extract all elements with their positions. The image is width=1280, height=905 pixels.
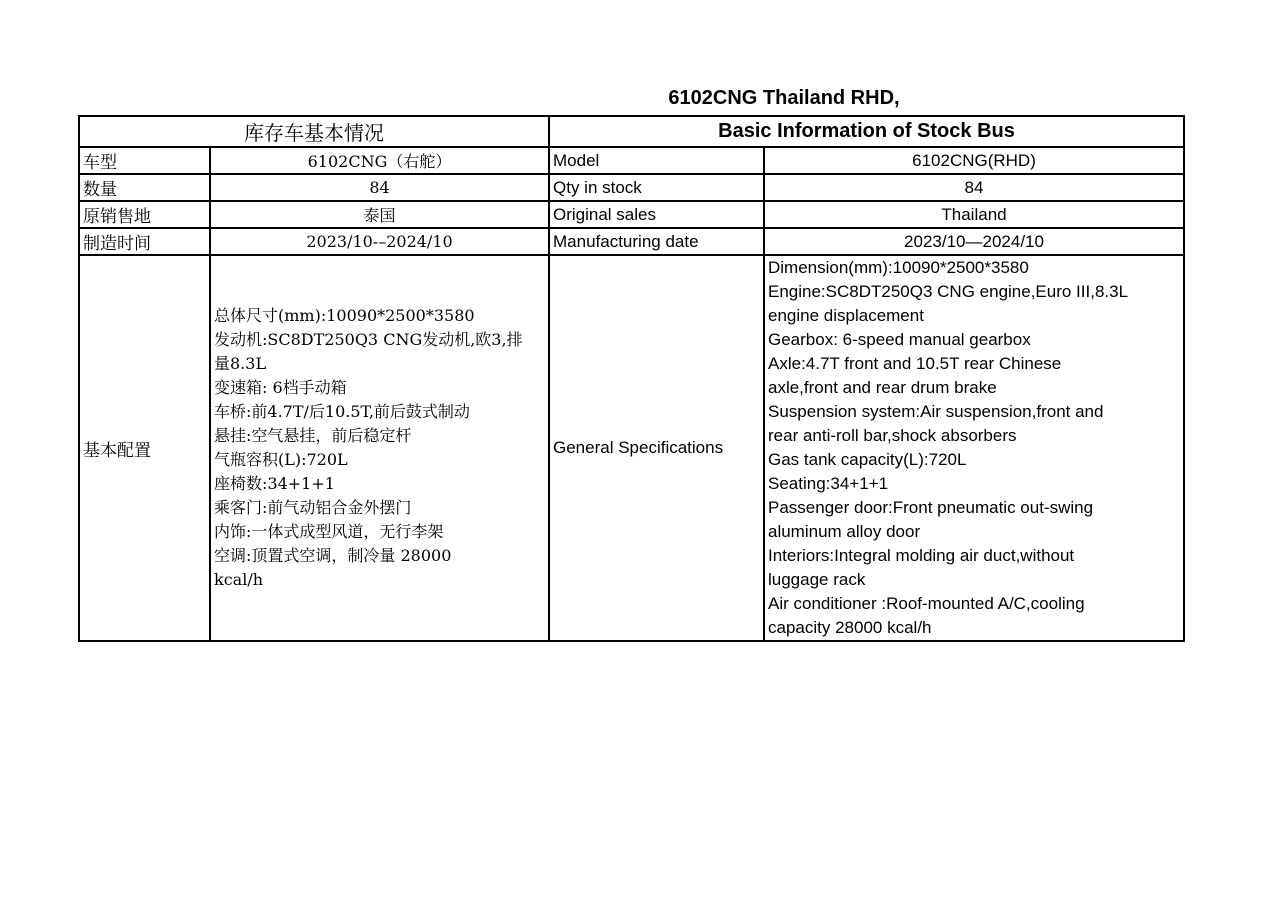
table-row-quantity <box>79 174 1184 201</box>
spec-line-en: Dimension(mm):10090*2500*3580 <box>768 258 1029 277</box>
spec-line-cn: 量8.3L <box>214 354 267 373</box>
label-cn: 原销售地 <box>79 201 210 228</box>
table-row-model <box>79 147 1184 174</box>
label-en: Manufacturing date <box>549 228 764 255</box>
value-en: 84 <box>764 174 1184 201</box>
table-row-original-sales <box>79 201 1184 228</box>
spec-line-cn: 座椅数:34+1+1 <box>214 474 335 493</box>
label-en: Qty in stock <box>549 174 764 201</box>
spec-list-en <box>764 255 1184 641</box>
label-en: Original sales <box>549 201 764 228</box>
header-chinese: 库存车基本情况 <box>79 116 549 147</box>
value-en: 2023/10—2024/10 <box>764 228 1184 255</box>
value-cn: 6102CNG（右舵） <box>210 147 549 174</box>
table-row-manufacturing-date <box>79 228 1184 255</box>
document-title: 6102CNG Thailand RHD, <box>668 87 900 109</box>
stock-bus-info-table <box>78 115 1185 642</box>
spec-line-cn: 乘客门:前气动铝合金外摆门 <box>214 498 412 517</box>
value-cn: 84 <box>210 174 549 201</box>
value-en: Thailand <box>764 201 1184 228</box>
spec-line-en: Gearbox: 6-speed manual gearbox <box>768 330 1031 349</box>
spec-line-en: capacity 28000 kcal/h <box>768 618 932 637</box>
spec-line-en: Axle:4.7T front and 10.5T rear Chinese <box>768 354 1062 373</box>
label-cn: 制造时间 <box>79 228 210 255</box>
label-cn: 车型 <box>79 147 210 174</box>
value-cn: 2023/10-–2024/10 <box>210 228 549 255</box>
spec-line-cn: 变速箱: 6档手动箱 <box>214 378 347 397</box>
value-cn: 泰国 <box>210 201 549 228</box>
spec-line-en: Gas tank capacity(L):720L <box>768 450 967 469</box>
spec-line-cn: 空调:顶置式空调，制冷量 28000 <box>214 546 452 565</box>
label-en: Model <box>549 147 764 174</box>
table-header-row <box>79 116 1184 147</box>
spec-line-cn: 发动机:SC8DT250Q3 CNG发动机,欧3,排 <box>214 330 523 349</box>
spec-label-en: General Specifications <box>549 255 764 641</box>
header-english: Basic Information of Stock Bus <box>549 116 1184 147</box>
spec-line-en: Interiors:Integral molding air duct,without <box>768 546 1075 565</box>
spec-line-cn: 悬挂:空气悬挂，前后稳定杆 <box>214 426 412 445</box>
spec-line-en: Seating:34+1+1 <box>768 474 889 493</box>
spec-line-cn: 车桥:前4.7T/后10.5T,前后鼓式制动 <box>214 402 470 421</box>
spec-line-en: rear anti-roll bar,shock absorbers <box>768 426 1017 445</box>
spec-line-en: Passenger door:Front pneumatic out-swing <box>768 498 1094 517</box>
spec-label-cn: 基本配置 <box>79 255 210 641</box>
value-en: 6102CNG(RHD) <box>764 147 1184 174</box>
table-row-specifications <box>79 255 1184 641</box>
label-cn: 数量 <box>79 174 210 201</box>
spec-list-cn <box>210 255 549 641</box>
spec-line-cn: 气瓶容积(L):720L <box>214 450 348 469</box>
spec-line-en: luggage rack <box>768 570 866 589</box>
spec-line-cn: kcal/h <box>214 570 264 589</box>
spec-line-en: Engine:SC8DT250Q3 CNG engine,Euro III,8.3L <box>768 282 1129 301</box>
spec-line-en: axle,front and rear drum brake <box>768 378 997 397</box>
spec-line-en: aluminum alloy door <box>768 522 921 541</box>
spec-line-en: Suspension system:Air suspension,front and <box>768 402 1104 421</box>
spec-line-cn: 总体尺寸(mm):10090*2500*3580 <box>214 306 475 325</box>
spec-line-cn: 内饰:一体式成型风道，无行李架 <box>214 522 444 541</box>
spec-line-en: Air conditioner :Roof-mounted A/C,cooling <box>768 594 1085 613</box>
spec-line-en: engine displacement <box>768 306 924 325</box>
